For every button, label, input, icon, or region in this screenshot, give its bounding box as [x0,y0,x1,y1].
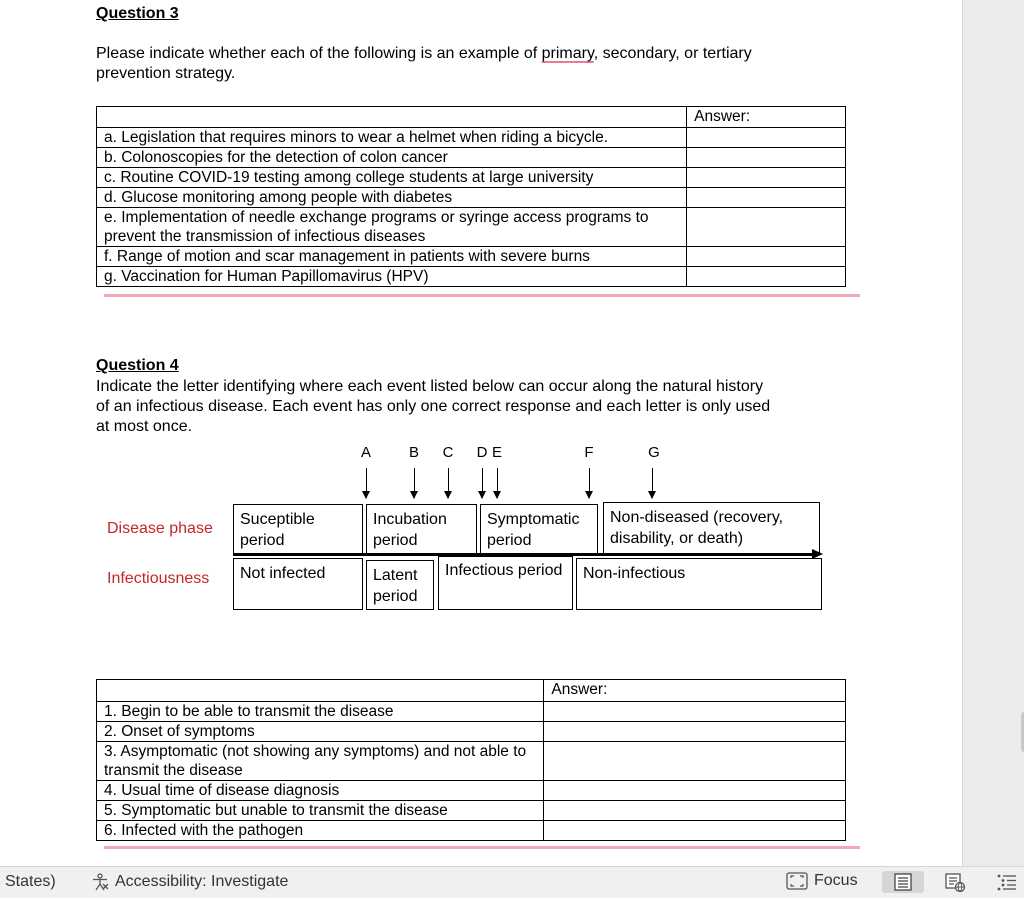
table-header-row [97,107,846,128]
table-row [97,267,846,287]
infect-not-infected: Not infected [233,558,363,610]
language-status[interactable]: States) [5,873,56,890]
tracked-change-line [104,846,860,849]
event-4: 4. Usual time of disease diagnosis [97,781,544,801]
answer-header: Answer: [544,680,846,702]
print-layout-icon [893,873,913,891]
answer-header: Answer: [687,107,846,128]
question-3-table [96,106,846,287]
infect-infectious: Infectious period [438,556,573,610]
infectiousness-label: Infectiousness [107,570,210,587]
spelling-flag-primary[interactable]: primary [541,45,594,62]
answer-cell-4[interactable] [544,781,846,801]
table-row [97,821,846,841]
intro-text-3: prevention strategy. [96,65,236,82]
answer-cell-f[interactable] [687,247,846,267]
question-3-intro [96,44,752,84]
table-cell [97,107,687,128]
item-g: g. Vaccination for Human Papillomavirus (HPV) [97,267,687,287]
item-b: b. Colonoscopies for the detection of colon cancer [97,148,687,168]
letter-g: G [648,444,660,461]
intro-text-2: , secondary, or tertiary [593,45,752,62]
phase-susceptible: Suceptible period [233,504,363,554]
event-3: 3. Asymptomatic (not showing any symptoms) and not able to transmit the disease [97,742,544,781]
answer-cell-b[interactable] [687,148,846,168]
outline-view-button[interactable] [994,871,1020,893]
letter-f: F [584,444,594,461]
table-row [97,188,846,208]
arrow-c-icon [448,468,449,498]
outline-icon [996,873,1018,891]
letter-b: B [408,444,419,461]
question-3-title: Question 3 [96,5,179,22]
table-row [97,168,846,188]
table-row [97,781,846,801]
web-layout-icon [944,872,966,892]
intro-text: Please indicate whether each of the following is an example of [96,45,542,62]
table-row [97,801,846,821]
table-row [97,722,846,742]
infect-non-infectious: Non-infectious [576,558,822,610]
accessibility-button[interactable] [90,872,288,892]
tracked-change-line [104,294,860,297]
item-e: e. Implementation of needle exchange programs or syringe access programs to prevent the transmission of infectious diseases [97,208,687,247]
phase-incubation: Incubation period [366,504,477,554]
arrow-e-icon [497,468,498,498]
letter-d: D [476,444,488,461]
web-layout-view-button[interactable] [940,871,970,893]
arrow-f-icon [589,468,590,498]
intro-line: at most once. [96,418,193,435]
accessibility-icon [90,872,110,892]
answer-cell-e[interactable] [687,208,846,247]
letter-c: C [442,444,454,461]
answer-cell-d[interactable] [687,188,846,208]
event-2: 2. Onset of symptoms [97,722,544,742]
answer-cell-c[interactable] [687,168,846,188]
table-header-row [97,680,846,702]
event-1: 1. Begin to be able to transmit the disease [97,702,544,722]
status-bar [0,866,1024,898]
question-4-title: Question 4 [96,357,179,374]
arrow-g-icon [652,468,653,498]
answer-cell-5[interactable] [544,801,846,821]
phase-symptomatic: Symptomatic period [480,504,598,554]
accessibility-label: Accessibility: Investigate [115,873,289,890]
phase-non-diseased: Non-diseased (recovery, disability, or death) [603,502,820,554]
arrow-a-icon [366,468,367,498]
answer-cell-a[interactable] [687,128,846,148]
letter-a: A [360,444,371,461]
right-gutter [962,0,1024,866]
infect-latent: Latent period [366,560,434,610]
item-c: c. Routine COVID-19 testing among college students at large university [97,168,687,188]
answer-cell-g[interactable] [687,267,846,287]
focus-label: Focus [814,872,858,889]
table-row [97,208,846,247]
print-layout-view-button[interactable] [882,871,924,893]
intro-line: of an infectious disease. Each event has only one correct response and each letter is only used [96,398,771,415]
table-cell [97,680,544,702]
item-f: f. Range of motion and scar management in patients with severe burns [97,247,687,267]
answer-cell-2[interactable] [544,722,846,742]
event-6: 6. Infected with the pathogen [97,821,544,841]
intro-line: Indicate the letter identifying where each event listed below can occur along the natural history [96,378,764,395]
focus-icon [786,872,808,890]
table-row [97,702,846,722]
table-row [97,148,846,168]
answer-cell-1[interactable] [544,702,846,722]
item-d: d. Glucose monitoring among people with diabetes [97,188,687,208]
answer-cell-3[interactable] [544,742,846,781]
answer-cell-6[interactable] [544,821,846,841]
table-row [97,742,846,781]
letter-e: E [491,444,502,461]
event-5: 5. Symptomatic but unable to transmit the disease [97,801,544,821]
disease-phase-label: Disease phase [107,520,213,537]
item-a: a. Legislation that requires minors to wear a helmet when riding a bicycle. [97,128,687,148]
focus-button[interactable] [786,872,858,890]
question-4-table [96,679,846,841]
question-4-intro [96,377,856,437]
table-row [97,247,846,267]
table-row [97,128,846,148]
arrow-b-icon [414,468,415,498]
arrow-d-icon [482,468,483,498]
